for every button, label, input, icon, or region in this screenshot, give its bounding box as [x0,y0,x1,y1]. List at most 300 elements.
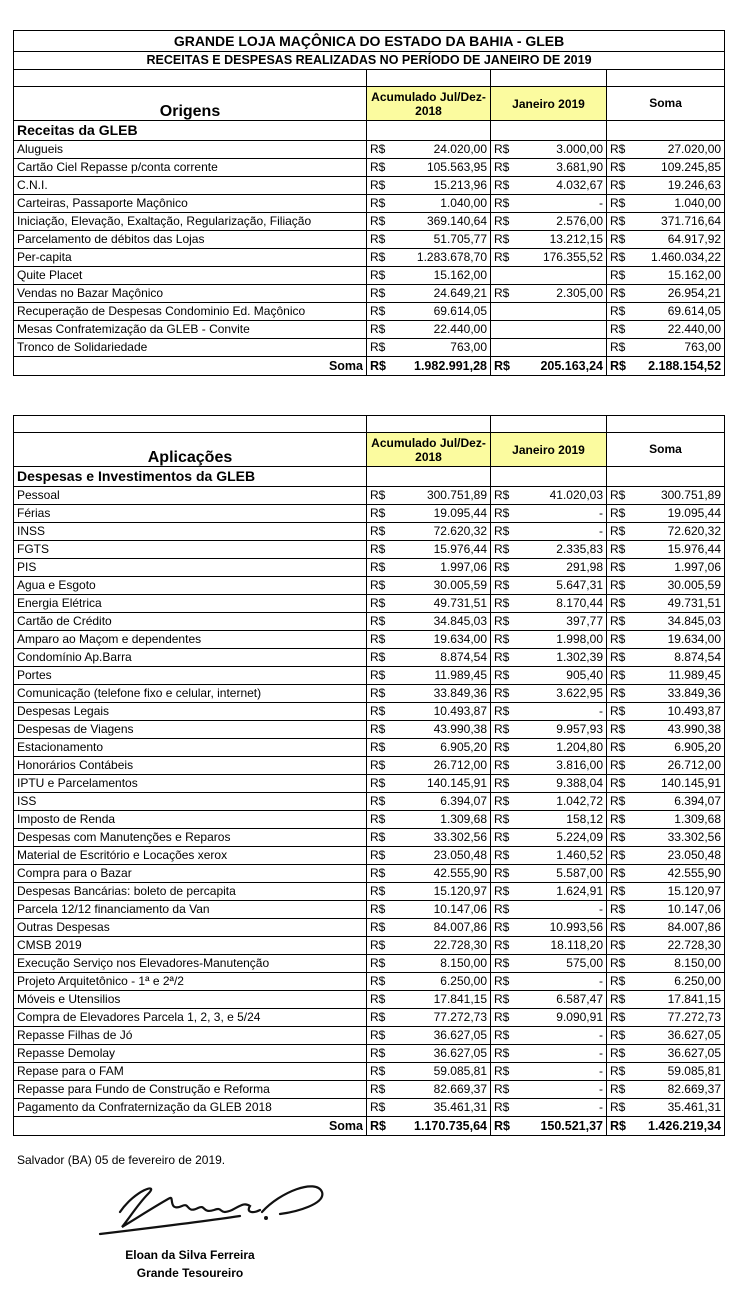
soma-value: 35.461,31 [624,1099,725,1117]
row-label: Alugueis [14,141,367,159]
acum-value: 10.147,06 [384,901,491,919]
soma-value: 1.040,00 [624,195,725,213]
jan-value: 1.460,52 [508,847,607,865]
currency-symbol: R$ [491,249,508,267]
currency-symbol: R$ [607,829,624,847]
currency-symbol: R$ [607,739,624,757]
row-label: Amparo ao Maçom e dependentes [14,631,367,649]
currency-symbol: R$ [491,685,508,703]
currency-symbol: R$ [607,231,624,249]
row-label: Despesas Bancárias: boleto de percapita [14,883,367,901]
receitas-section-title: Receitas da GLEB [14,121,367,141]
soma-value: 33.849,36 [624,685,725,703]
acum-value: 1.040,00 [384,195,491,213]
acum-value: 24.020,00 [384,141,491,159]
blank-cell [491,121,607,141]
currency-symbol: R$ [607,339,624,357]
currency-symbol: R$ [607,775,624,793]
row-label: Móveis e Utensilios [14,991,367,1009]
soma-value: 19.634,00 [624,631,725,649]
table-row [14,285,725,303]
acum-value: 105.563,95 [384,159,491,177]
currency-symbol: R$ [607,249,624,267]
acum-value: 11.989,45 [384,667,491,685]
jan-value: - [508,1063,607,1081]
currency-symbol: R$ [367,739,384,757]
row-label: CMSB 2019 [14,937,367,955]
currency-symbol: R$ [491,649,508,667]
jan-value: 3.681,90 [508,159,607,177]
table-row [14,721,725,739]
acum-value: 17.841,15 [384,991,491,1009]
signer-role: Grande Tesoureiro [136,1266,244,1280]
soma-value: 8.150,00 [624,955,725,973]
currency-symbol: R$ [491,1063,508,1081]
origens-heading: Origens [14,87,367,121]
jan-value: 8.170,44 [508,595,607,613]
acum-value: 34.845,03 [384,613,491,631]
currency-symbol: R$ [367,883,384,901]
currency-symbol: R$ [491,901,508,919]
table-row [14,505,725,523]
currency-symbol: R$ [491,1045,508,1063]
jan-value: - [508,703,607,721]
currency-symbol: R$ [607,973,624,991]
acum-value: 59.085,81 [384,1063,491,1081]
jan-value: 18.118,20 [508,937,607,955]
currency-symbol: R$ [367,649,384,667]
currency-symbol: R$ [367,721,384,739]
table-row [14,811,725,829]
currency-symbol: R$ [607,1099,624,1117]
soma-value: 109.245,85 [624,159,725,177]
table-row [14,595,725,613]
currency-symbol: R$ [367,1117,384,1136]
table-row [14,487,725,505]
currency-symbol: R$ [607,595,624,613]
currency-symbol: R$ [607,1009,624,1027]
currency-symbol: R$ [491,1099,508,1117]
jan-value: 5.587,00 [508,865,607,883]
row-label: Portes [14,667,367,685]
table-row [14,1099,725,1117]
currency-symbol: R$ [607,285,624,303]
currency-symbol: R$ [491,559,508,577]
jan-value: 397,77 [508,613,607,631]
currency-symbol [491,339,508,357]
currency-symbol: R$ [367,829,384,847]
currency-symbol: R$ [367,321,384,339]
currency-symbol: R$ [367,267,384,285]
soma-value: 10.493,87 [624,703,725,721]
acum-value: 24.649,21 [384,285,491,303]
soma-value: 59.085,81 [624,1063,725,1081]
row-label: Parcelamento de débitos das Lojas [14,231,367,249]
table-row [14,883,725,901]
acum-value: 77.272,73 [384,1009,491,1027]
row-label: Condomínio Ap.Barra [14,649,367,667]
row-label: Material de Escritório e Locações xerox [14,847,367,865]
row-label: Per-capita [14,249,367,267]
row-label: INSS [14,523,367,541]
currency-symbol: R$ [367,613,384,631]
acum-value: 35.461,31 [384,1099,491,1117]
table-row [14,559,725,577]
currency-symbol: R$ [491,505,508,523]
currency-symbol: R$ [607,213,624,231]
jan-value: 5.647,31 [508,577,607,595]
currency-symbol: R$ [491,631,508,649]
currency-symbol: R$ [491,487,508,505]
acum-value: 51.705,77 [384,231,491,249]
document-title: GRANDE LOJA MAÇÔNICA DO ESTADO DA BAHIA - GLEB [14,31,725,52]
acum-value: 15.213,96 [384,177,491,195]
currency-symbol: R$ [607,1027,624,1045]
row-label: Tronco de Solidariedade [14,339,367,357]
acum-value: 22.440,00 [384,321,491,339]
total-row [14,357,725,376]
row-label: IPTU e Parcelamentos [14,775,367,793]
table-row [14,685,725,703]
soma-value: 36.627,05 [624,1027,725,1045]
acum-value: 26.712,00 [384,757,491,775]
currency-symbol: R$ [367,1045,384,1063]
soma-value: 763,00 [624,339,725,357]
soma-value: 69.614,05 [624,303,725,321]
currency-symbol: R$ [367,357,384,376]
table-row [14,901,725,919]
total-jan: 150.521,37 [508,1117,607,1136]
row-label: Cartão Ciel Repasse p/conta corrente [14,159,367,177]
currency-symbol: R$ [607,703,624,721]
currency-symbol: R$ [491,1009,508,1027]
row-label: Mesas Confratemização da GLEB - Convite [14,321,367,339]
table-row [14,1027,725,1045]
jan-value: 1.998,00 [508,631,607,649]
acum-value: 1.997,06 [384,559,491,577]
table-row [14,541,725,559]
currency-symbol: R$ [367,541,384,559]
col-soma-header: Soma [607,87,725,121]
currency-symbol: R$ [367,249,384,267]
acum-value: 19.634,00 [384,631,491,649]
jan-value: 158,12 [508,811,607,829]
jan-value: 1.302,39 [508,649,607,667]
currency-symbol: R$ [607,177,624,195]
place-date: Salvador (BA) 05 de fevereiro de 2019. [17,1153,226,1167]
currency-symbol: R$ [607,757,624,775]
total-label: Soma [14,357,367,376]
row-label: Energia Elétrica [14,595,367,613]
table-row [14,1009,725,1027]
jan-value: 575,00 [508,955,607,973]
total-acum: 1.170.735,64 [384,1117,491,1136]
currency-symbol: R$ [367,1063,384,1081]
currency-symbol: R$ [491,177,508,195]
currency-symbol [491,321,508,339]
row-label: Compra para o Bazar [14,865,367,883]
row-label: Despesas de Viagens [14,721,367,739]
currency-symbol: R$ [607,1045,624,1063]
soma-value: 15.120,97 [624,883,725,901]
jan-value: - [508,973,607,991]
jan-value: 3.622,95 [508,685,607,703]
table-row [14,577,725,595]
soma-value: 8.874,54 [624,649,725,667]
blank-cell [367,416,491,433]
blank-cell [367,70,491,87]
row-label: Férias [14,505,367,523]
jan-value: 9.090,91 [508,1009,607,1027]
currency-symbol: R$ [607,141,624,159]
currency-symbol: R$ [367,487,384,505]
currency-symbol: R$ [367,339,384,357]
currency-symbol: R$ [491,847,508,865]
acum-value: 33.302,56 [384,829,491,847]
acum-value: 6.250,00 [384,973,491,991]
currency-symbol: R$ [367,577,384,595]
soma-value: 36.627,05 [624,1045,725,1063]
jan-value [508,321,607,339]
signer-block [90,1246,290,1282]
currency-symbol: R$ [607,685,624,703]
table-row [14,631,725,649]
currency-symbol: R$ [367,595,384,613]
jan-value: - [508,901,607,919]
jan-value: 3.816,00 [508,757,607,775]
row-label: Iniciação, Elevação, Exaltação, Regularização, Filiação [14,213,367,231]
soma-value: 15.162,00 [624,267,725,285]
table-row [14,523,725,541]
row-label: Despesas com Manutenções e Reparos [14,829,367,847]
acum-value: 763,00 [384,339,491,357]
soma-value: 6.250,00 [624,973,725,991]
currency-symbol: R$ [607,883,624,901]
currency-symbol: R$ [607,667,624,685]
acum-value: 30.005,59 [384,577,491,595]
soma-value: 1.309,68 [624,811,725,829]
table-row [14,1081,725,1099]
currency-symbol: R$ [491,703,508,721]
blank-cell [367,467,491,487]
currency-symbol: R$ [491,195,508,213]
row-label: Honorários Contábeis [14,757,367,775]
currency-symbol: R$ [367,285,384,303]
currency-symbol: R$ [367,955,384,973]
currency-symbol: R$ [367,523,384,541]
col-acum-header: Acumulado Jul/Dez-2018 [367,433,491,467]
currency-symbol [491,267,508,285]
currency-symbol: R$ [367,1081,384,1099]
currency-symbol: R$ [491,159,508,177]
soma-value: 82.669,37 [624,1081,725,1099]
table-row [14,739,725,757]
jan-value: 176.355,52 [508,249,607,267]
blank-cell [607,416,725,433]
currency-symbol: R$ [491,829,508,847]
acum-value: 300.751,89 [384,487,491,505]
acum-value: 15.120,97 [384,883,491,901]
currency-symbol: R$ [367,213,384,231]
jan-value: 13.212,15 [508,231,607,249]
col-soma-header: Soma [607,433,725,467]
table-row [14,829,725,847]
acum-value: 42.555,90 [384,865,491,883]
row-label: Parcela 12/12 financiamento da Van [14,901,367,919]
currency-symbol: R$ [607,487,624,505]
acum-value: 72.620,32 [384,523,491,541]
currency-symbol: R$ [367,757,384,775]
acum-value: 49.731,51 [384,595,491,613]
jan-value [508,267,607,285]
jan-value: - [508,195,607,213]
row-label: Vendas no Bazar Maçônico [14,285,367,303]
jan-value: 905,40 [508,667,607,685]
currency-symbol: R$ [607,267,624,285]
currency-symbol: R$ [491,937,508,955]
jan-value: 10.993,56 [508,919,607,937]
currency-symbol: R$ [491,1027,508,1045]
table-row [14,919,725,937]
row-label: PIS [14,559,367,577]
currency-symbol: R$ [491,919,508,937]
currency-symbol: R$ [607,195,624,213]
currency-symbol: R$ [607,559,624,577]
col-jan-header: Janeiro 2019 [491,433,607,467]
aplicacoes-heading: Aplicações [14,433,367,467]
col-jan-header: Janeiro 2019 [491,87,607,121]
blank-cell [367,121,491,141]
document-subtitle: RECEITAS E DESPESAS REALIZADAS NO PERÍODO DE JANEIRO DE 2019 [14,52,725,70]
currency-symbol: R$ [491,213,508,231]
soma-value: 64.917,92 [624,231,725,249]
currency-symbol: R$ [607,159,624,177]
jan-value: - [508,1099,607,1117]
blank-cell [607,121,725,141]
currency-symbol: R$ [607,955,624,973]
row-label: Outras Despesas [14,919,367,937]
currency-symbol: R$ [367,559,384,577]
table-row [14,321,725,339]
row-label: Pessoal [14,487,367,505]
table-row [14,249,725,267]
jan-value: - [508,523,607,541]
table-row [14,775,725,793]
row-label: Pagamento da Confraternização da GLEB 2018 [14,1099,367,1117]
currency-symbol: R$ [491,991,508,1009]
currency-symbol: R$ [491,793,508,811]
jan-value: 1.624,91 [508,883,607,901]
acum-value: 69.614,05 [384,303,491,321]
jan-value: 3.000,00 [508,141,607,159]
soma-value: 27.020,00 [624,141,725,159]
soma-value: 72.620,32 [624,523,725,541]
acum-value: 10.493,87 [384,703,491,721]
currency-symbol: R$ [367,703,384,721]
row-label: Carteiras, Passaporte Maçônico [14,195,367,213]
jan-value: - [508,1045,607,1063]
currency-symbol: R$ [491,865,508,883]
currency-symbol: R$ [607,541,624,559]
soma-value: 33.302,56 [624,829,725,847]
blank-cell [491,70,607,87]
row-label: Repasse Filhas de Jó [14,1027,367,1045]
currency-symbol: R$ [607,793,624,811]
currency-symbol: R$ [491,541,508,559]
table-row [14,847,725,865]
currency-symbol: R$ [607,991,624,1009]
currency-symbol: R$ [607,631,624,649]
row-label: Compra de Elevadores Parcela 1, 2, 3, e 5/24 [14,1009,367,1027]
acum-value: 82.669,37 [384,1081,491,1099]
acum-value: 1.283.678,70 [384,249,491,267]
jan-value: 1.042,72 [508,793,607,811]
jan-value: 41.020,03 [508,487,607,505]
acum-value: 36.627,05 [384,1045,491,1063]
total-jan: 205.163,24 [508,357,607,376]
soma-value: 17.841,15 [624,991,725,1009]
currency-symbol: R$ [607,937,624,955]
table-row [14,703,725,721]
currency-symbol: R$ [491,883,508,901]
soma-value: 22.728,30 [624,937,725,955]
row-label: Execução Serviço nos Elevadores-Manutenção [14,955,367,973]
total-soma: 1.426.219,34 [624,1117,725,1136]
currency-symbol: R$ [607,1117,624,1136]
acum-value: 23.050,48 [384,847,491,865]
soma-value: 42.555,90 [624,865,725,883]
currency-symbol: R$ [491,523,508,541]
acum-value: 19.095,44 [384,505,491,523]
currency-symbol: R$ [367,937,384,955]
currency-symbol: R$ [607,357,624,376]
acum-value: 1.309,68 [384,811,491,829]
jan-value [508,303,607,321]
soma-value: 43.990,38 [624,721,725,739]
row-label: Repasse para Fundo de Construção e Reforma [14,1081,367,1099]
currency-symbol: R$ [491,811,508,829]
currency-symbol: R$ [367,793,384,811]
soma-value: 1.460.034,22 [624,249,725,267]
acum-value: 8.874,54 [384,649,491,667]
currency-symbol: R$ [607,1063,624,1081]
acum-value: 140.145,91 [384,775,491,793]
acum-value: 8.150,00 [384,955,491,973]
jan-value [508,339,607,357]
currency-symbol: R$ [607,847,624,865]
table-row [14,865,725,883]
currency-symbol: R$ [491,357,508,376]
table-row [14,955,725,973]
soma-value: 22.440,00 [624,321,725,339]
currency-symbol: R$ [367,667,384,685]
currency-symbol: R$ [607,919,624,937]
total-row [14,1117,725,1136]
row-label: Despesas Legais [14,703,367,721]
row-label: C.N.I. [14,177,367,195]
currency-symbol: R$ [367,231,384,249]
row-label: Quite Placet [14,267,367,285]
currency-symbol: R$ [607,649,624,667]
table-row [14,1045,725,1063]
acum-value: 36.627,05 [384,1027,491,1045]
currency-symbol: R$ [367,919,384,937]
jan-value: 2.335,83 [508,541,607,559]
acum-value: 15.976,44 [384,541,491,559]
currency-symbol: R$ [367,303,384,321]
soma-value: 1.997,06 [624,559,725,577]
jan-value: 9.388,04 [508,775,607,793]
